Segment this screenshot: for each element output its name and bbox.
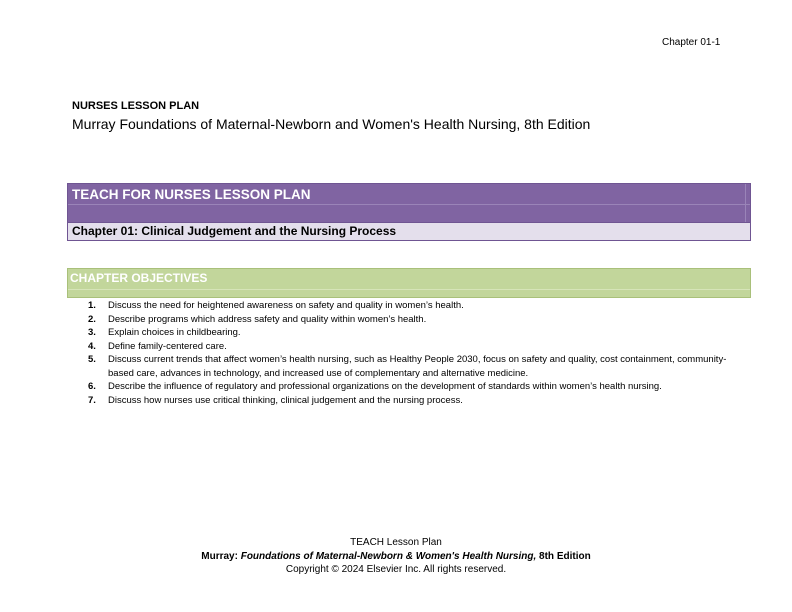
footer-citation: [0, 550, 792, 564]
footer-line-1: TEACH Lesson Plan: [350, 537, 442, 548]
objective-number: 3.: [88, 327, 96, 338]
objectives-title: CHAPTER OBJECTIVES: [70, 271, 208, 285]
footer-book-title: Foundations of Maternal-Newborn & Women's Health Nursing,: [240, 550, 537, 562]
objective-number: 2.: [88, 313, 96, 325]
objective-item: [88, 353, 728, 380]
objective-item: [88, 313, 728, 327]
footer-edition: 8th Edition: [536, 550, 591, 562]
chapter-title: Chapter 01: Clinical Judgement and the Nursing Process: [72, 224, 397, 238]
objective-text: Discuss how nurses use critical thinking, clinical judgement and the nursing process.: [108, 394, 463, 406]
document-heading: NURSES LESSON PLAN: [72, 100, 200, 112]
objective-number: 7.: [88, 394, 96, 406]
objective-number: 5.: [88, 354, 96, 365]
objective-item: [88, 326, 728, 340]
objectives-banner: [67, 268, 751, 298]
document-subtitle: Murray Foundations of Maternal-Newborn and Women's Health Nursing, 8th Edition: [72, 116, 591, 132]
objective-text: Describe programs which address safety and quality within women’s health.: [108, 313, 427, 325]
chapter-bar: [67, 223, 751, 241]
objective-text: Explain choices in childbearing.: [108, 327, 241, 338]
teach-banner: [67, 183, 751, 223]
footer-copyright: Copyright © 2024 Elsevier Inc. All rights reserved.: [285, 564, 507, 575]
banner-vertical-rule: [745, 184, 746, 222]
objective-number: 4.: [88, 340, 96, 352]
objectives-banner-rule: [68, 289, 750, 290]
objective-number: 1.: [88, 300, 96, 311]
teach-banner-title: TEACH FOR NURSES LESSON PLAN: [72, 187, 311, 202]
objective-text: Discuss the need for heightened awareness on safety and quality in women’s health.: [108, 300, 464, 311]
objective-item: [88, 299, 728, 313]
banner-rule: [68, 204, 750, 205]
objective-item: [88, 394, 728, 408]
objective-text: Define family-centered care.: [108, 340, 227, 352]
objective-item: [88, 380, 728, 394]
footer-author: Murray:: [201, 550, 241, 562]
page-footer: [0, 536, 792, 577]
objective-text: Discuss current trends that affect women’s health nursing, such as Healthy People 2030, focus on safety and quality, cost containment, community-based care, advances in technology, and increased use of complementary and alternative medicine.: [108, 354, 727, 379]
objective-number: 6.: [88, 381, 96, 392]
objectives-list: [88, 299, 728, 407]
objective-text: Describe the influence of regulatory and professional organizations on the development of standards within women’s health nursing.: [108, 381, 662, 392]
page-number: Chapter 01-1: [662, 37, 721, 48]
objective-item: [88, 340, 728, 354]
